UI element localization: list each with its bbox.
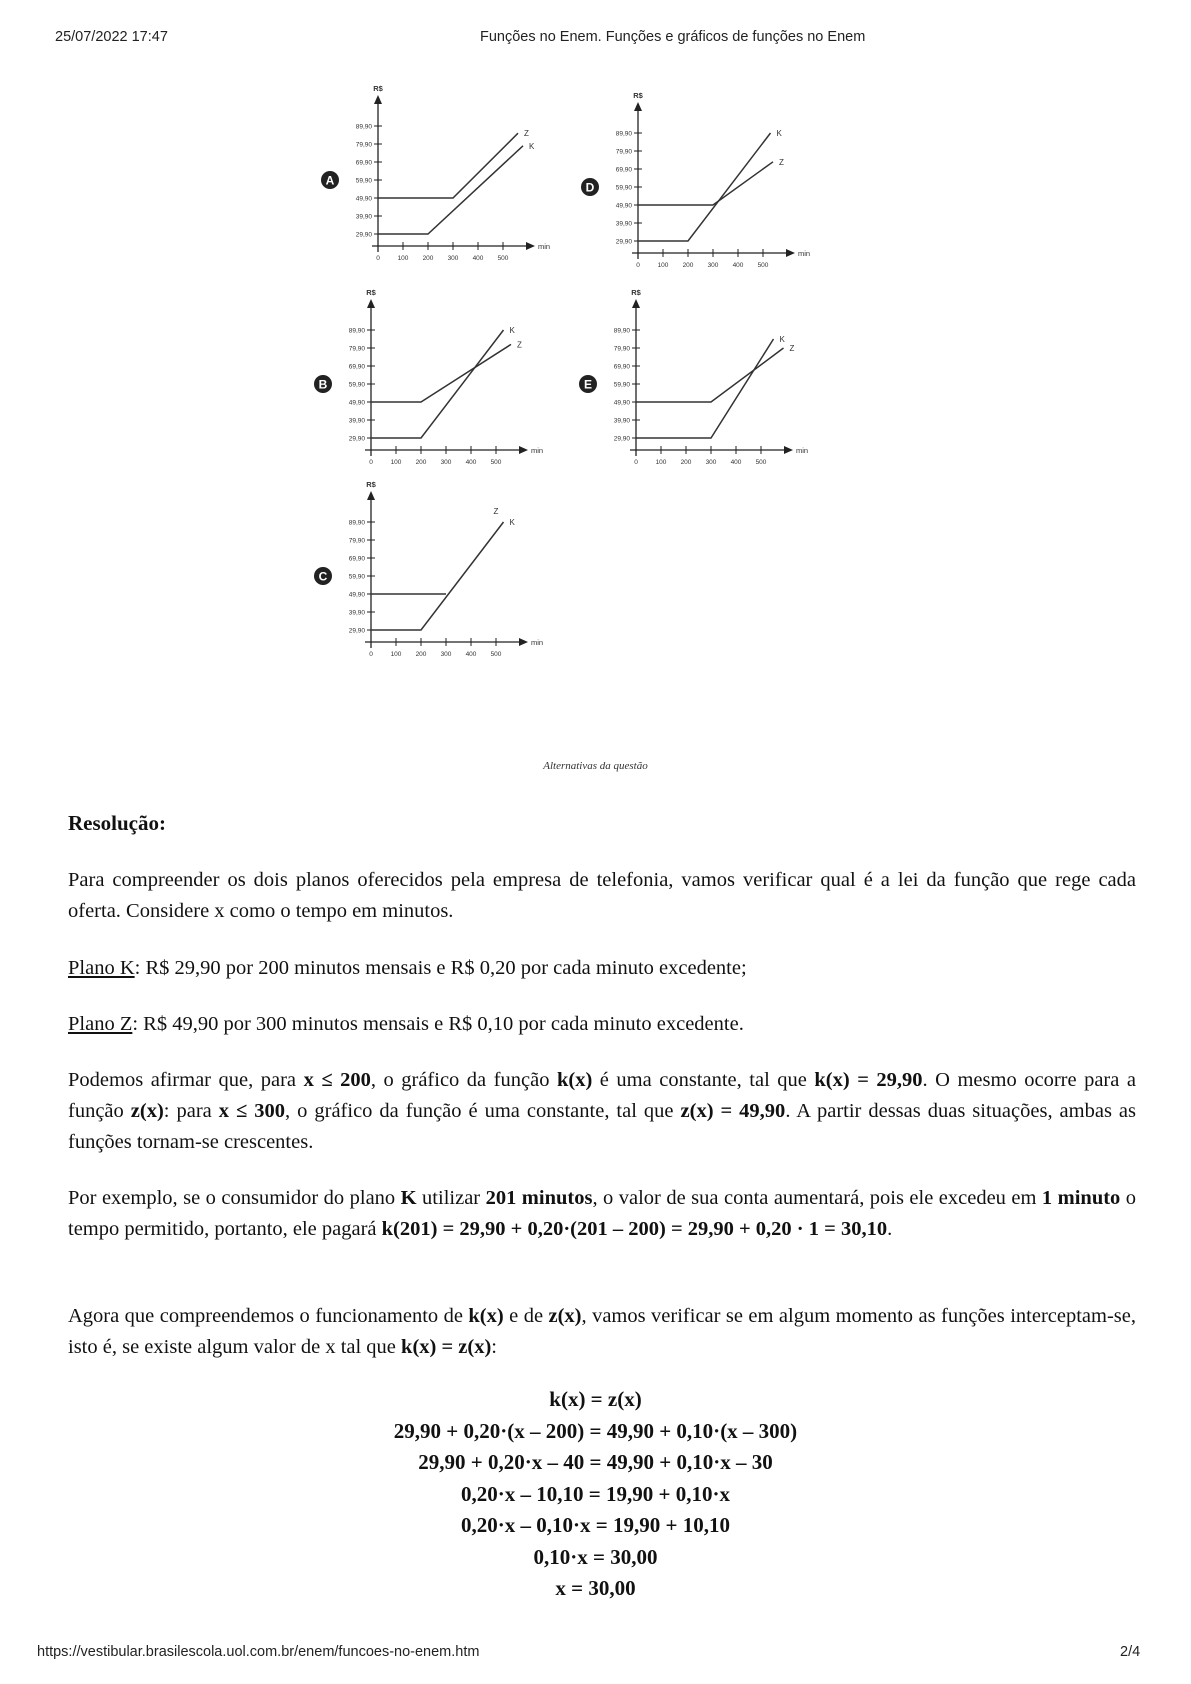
print-footer-url: https://vestibular.brasilescola.uol.com.br/enem/funcoes-no-enem.htm [37, 1644, 480, 1660]
series-label: K [529, 141, 535, 151]
figure-caption: Alternativas da questão [543, 760, 648, 772]
text-run: 1 minuto [1041, 1187, 1121, 1209]
chart-svg [325, 84, 570, 273]
x-tick-label: 200 [680, 459, 692, 466]
series-label: Z [779, 157, 784, 167]
x-axis-arrow [519, 446, 528, 454]
x-tick-label: 500 [497, 255, 509, 262]
plan-k-label: Plano K [68, 957, 135, 979]
y-axis-label: R$ [366, 288, 376, 297]
chart-svg [583, 288, 828, 477]
text-run: k(x) = 29,90 [814, 1069, 923, 1091]
y-tick-label: 59,90 [355, 177, 372, 185]
x-tick-label: 400 [465, 651, 477, 658]
text-run: . O mesmo ocorre para a função [68, 1069, 1136, 1122]
text-run: x ≤ 200 [303, 1069, 371, 1091]
x-axis-arrow [526, 242, 535, 250]
series-label: Z [524, 129, 529, 139]
text-run: . A partir dessas duas situações, ambas as funções tornam-se crescentes. [68, 1100, 1136, 1153]
x-axis-label: min [798, 249, 811, 258]
equation-line: 29,90 + 0,20·x – 40 = 49,90 + 0,10·x – 30 [418, 1450, 773, 1474]
y-tick-label: 49,90 [348, 399, 365, 407]
x-tick-label: 500 [490, 459, 502, 466]
x-axis-label: min [796, 446, 809, 455]
equation-line: x = 30,00 [555, 1576, 636, 1600]
y-tick-label: 49,90 [613, 399, 630, 407]
y-tick-label: 29,90 [355, 231, 372, 239]
x-axis-arrow [519, 638, 528, 646]
y-tick-label: 59,90 [348, 573, 365, 581]
x-tick-label: 100 [390, 459, 402, 466]
y-tick-label: 29,90 [348, 627, 365, 635]
text-run: z(x) [130, 1100, 164, 1122]
x-tick-label: 200 [415, 459, 427, 466]
text-run: k(x) [468, 1305, 504, 1327]
x-tick-label: 100 [397, 255, 409, 262]
text-run: , o gráfico da função [370, 1069, 557, 1091]
series-line-z [378, 133, 518, 198]
print-footer-page: 2/4 [1120, 1644, 1141, 1660]
x-tick-label: 300 [440, 459, 452, 466]
x-tick-label: 200 [415, 651, 427, 658]
series-line-z [371, 344, 511, 402]
x-tick-label: 400 [472, 255, 484, 262]
series-line-k [371, 330, 504, 438]
series-label: K [509, 326, 515, 335]
chart-option-a [325, 84, 570, 273]
x-tick-label: 0 [369, 459, 373, 466]
y-tick-label: 89,90 [355, 123, 372, 131]
x-tick-label: 0 [369, 651, 373, 658]
plan-k-line [68, 953, 1136, 984]
paragraph-example [68, 1183, 1136, 1245]
y-axis-label: R$ [633, 91, 643, 100]
x-tick-label: 100 [657, 262, 669, 269]
equation-line: k(x) = z(x) [549, 1387, 642, 1411]
y-tick-label: 89,90 [615, 130, 632, 138]
x-tick-label: 300 [707, 262, 719, 269]
x-tick-label: 400 [465, 459, 477, 466]
text-run: : para [163, 1100, 219, 1122]
y-tick-label: 79,90 [613, 345, 630, 353]
x-tick-label: 0 [376, 255, 380, 262]
x-tick-label: 0 [636, 262, 640, 269]
y-tick-label: 49,90 [348, 591, 365, 599]
y-tick-label: 59,90 [348, 381, 365, 389]
x-tick-label: 500 [490, 651, 502, 658]
series-line-z [636, 348, 784, 402]
print-header-datetime: 25/07/2022 17:47 [55, 29, 168, 45]
text-run: z(x) = 49,90 [680, 1100, 786, 1122]
y-axis-arrow [632, 299, 640, 308]
print-header-title: Funções no Enem. Funções e gráficos de funções no Enem [480, 29, 866, 45]
y-tick-label: 69,90 [348, 555, 365, 563]
y-axis-arrow [634, 102, 642, 111]
option-letter: D [585, 180, 595, 195]
option-letter: E [583, 377, 593, 392]
y-tick-label: 79,90 [615, 148, 632, 156]
y-tick-label: 69,90 [355, 159, 372, 167]
series-line-k [371, 522, 504, 630]
x-axis-label: min [531, 638, 544, 647]
text-run: , o valor de sua conta aumentará, pois ele excedeu em [592, 1187, 1042, 1209]
chart-option-e [583, 288, 828, 477]
series-label: Z [517, 340, 522, 350]
option-letter: C [318, 569, 328, 584]
chart-option-c [318, 480, 563, 669]
text-run: x ≤ 300 [218, 1100, 286, 1122]
series-label: Z [789, 344, 795, 353]
x-tick-label: 400 [732, 262, 744, 269]
chart-svg [585, 91, 830, 280]
text-run: utilizar [416, 1187, 486, 1209]
plan-k-text: : R$ 29,90 por 200 minutos mensais e R$ 0,20 por cada minuto excedente; [134, 957, 747, 979]
text-run: , o gráfico da função é uma constante, tal que [285, 1100, 681, 1122]
x-tick-label: 100 [390, 651, 402, 658]
series-line-z [638, 162, 773, 205]
equation-block [0, 1384, 1191, 1605]
y-tick-label: 39,90 [355, 213, 372, 221]
plan-z-label: Plano Z [68, 1013, 133, 1035]
series-label: K [776, 129, 782, 138]
text-run: K [400, 1187, 417, 1209]
y-tick-label: 39,90 [348, 609, 365, 617]
plan-z-text: : R$ 49,90 por 300 minutos mensais e R$ 0,10 por cada minuto excedente. [132, 1013, 744, 1035]
text-run: Agora que compreendemos o funcionamento de [68, 1305, 469, 1327]
equation-line: 0,20·x – 0,10·x = 19,90 + 10,10 [461, 1513, 730, 1537]
y-tick-label: 79,90 [348, 537, 365, 545]
y-tick-label: 79,90 [355, 141, 372, 149]
y-tick-label: 69,90 [613, 363, 630, 371]
plan-z-line [68, 1009, 1136, 1040]
paragraph-intersection [68, 1301, 1136, 1363]
text-run: : [491, 1336, 497, 1358]
text-run: . [887, 1218, 893, 1240]
chart-svg [318, 288, 563, 477]
x-tick-label: 300 [440, 651, 452, 658]
y-tick-label: 89,90 [613, 327, 630, 335]
y-axis-label: R$ [366, 480, 376, 489]
alternatives-figure [0, 0, 1191, 780]
option-letter: B [318, 377, 328, 392]
text-run: , vamos verificar se em algum momento as funções interceptam-se, isto é, se existe algum valor de x tal que [68, 1305, 1136, 1358]
x-axis-arrow [786, 249, 795, 257]
series-line-k [638, 133, 771, 241]
text-run: é uma constante, tal que [592, 1069, 815, 1091]
x-tick-label: 300 [447, 255, 459, 262]
y-axis-label: R$ [631, 288, 641, 297]
text-run: o tempo permitido, portanto, ele pagará [68, 1187, 1137, 1240]
text-run: k(x) [556, 1069, 593, 1091]
x-axis-label: min [531, 446, 544, 455]
y-tick-label: 39,90 [348, 417, 365, 425]
paragraph-constants [68, 1065, 1136, 1158]
series-label: K [509, 518, 515, 527]
y-axis-arrow [374, 95, 382, 104]
text-run: Podemos afirmar que, para [68, 1069, 304, 1091]
y-axis-arrow [367, 491, 375, 500]
y-tick-label: 39,90 [613, 417, 630, 425]
paragraph-intro: Para compreender os dois planos oferecidos pela empresa de telefonia, vamos verificar qual é a lei da função que rege cada oferta. Considere x como o tempo em minutos. [68, 869, 1136, 922]
series-line-k [636, 339, 774, 438]
x-tick-label: 200 [422, 255, 434, 262]
x-tick-label: 500 [755, 459, 767, 466]
text-run: Por exemplo, se o consumidor do plano [68, 1187, 401, 1209]
series-line-k [378, 146, 523, 234]
chart-option-b [318, 288, 563, 477]
y-tick-label: 49,90 [615, 202, 632, 210]
series-label: Z [493, 507, 499, 516]
text-run: e de [503, 1305, 549, 1327]
text-run: 201 minutos [485, 1187, 593, 1209]
x-axis-label: min [538, 242, 551, 251]
x-tick-label: 300 [705, 459, 717, 466]
x-axis-arrow [784, 446, 793, 454]
y-tick-label: 29,90 [615, 238, 632, 246]
equation-line: 0,20·x – 10,10 = 19,90 + 0,10·x [461, 1481, 730, 1506]
text-run: k(201) = 29,90 + 0,20·(201 – 200) = 29,90 + 0,20 · 1 = 30,10 [381, 1218, 888, 1240]
x-tick-label: 200 [682, 262, 694, 269]
y-tick-label: 79,90 [348, 345, 365, 353]
x-tick-label: 500 [757, 262, 769, 269]
y-tick-label: 59,90 [613, 381, 630, 389]
text-run: z(x) [548, 1305, 582, 1327]
y-tick-label: 49,90 [355, 195, 372, 203]
y-tick-label: 29,90 [348, 435, 365, 443]
equation-line: 0,10·x = 30,00 [533, 1544, 658, 1569]
equation-line: 29,90 + 0,20·(x – 200) = 49,90 + 0,10·(x – 300) [393, 1418, 798, 1443]
y-tick-label: 69,90 [348, 363, 365, 371]
y-axis-label: R$ [373, 84, 383, 93]
resolution-heading: Resolução: [68, 811, 166, 835]
chart-svg [318, 480, 563, 669]
y-axis-arrow [367, 299, 375, 308]
x-tick-label: 100 [655, 459, 667, 466]
y-tick-label: 89,90 [348, 519, 365, 527]
x-tick-label: 400 [730, 459, 742, 466]
x-tick-label: 0 [634, 459, 638, 466]
series-label: K [779, 335, 785, 344]
y-tick-label: 29,90 [613, 435, 630, 443]
chart-option-d [585, 91, 830, 280]
y-tick-label: 69,90 [615, 166, 632, 174]
y-tick-label: 39,90 [615, 220, 632, 228]
y-tick-label: 89,90 [348, 327, 365, 335]
option-letter: A [325, 173, 335, 188]
y-tick-label: 59,90 [615, 184, 632, 192]
text-run: k(x) = z(x) [401, 1336, 492, 1358]
